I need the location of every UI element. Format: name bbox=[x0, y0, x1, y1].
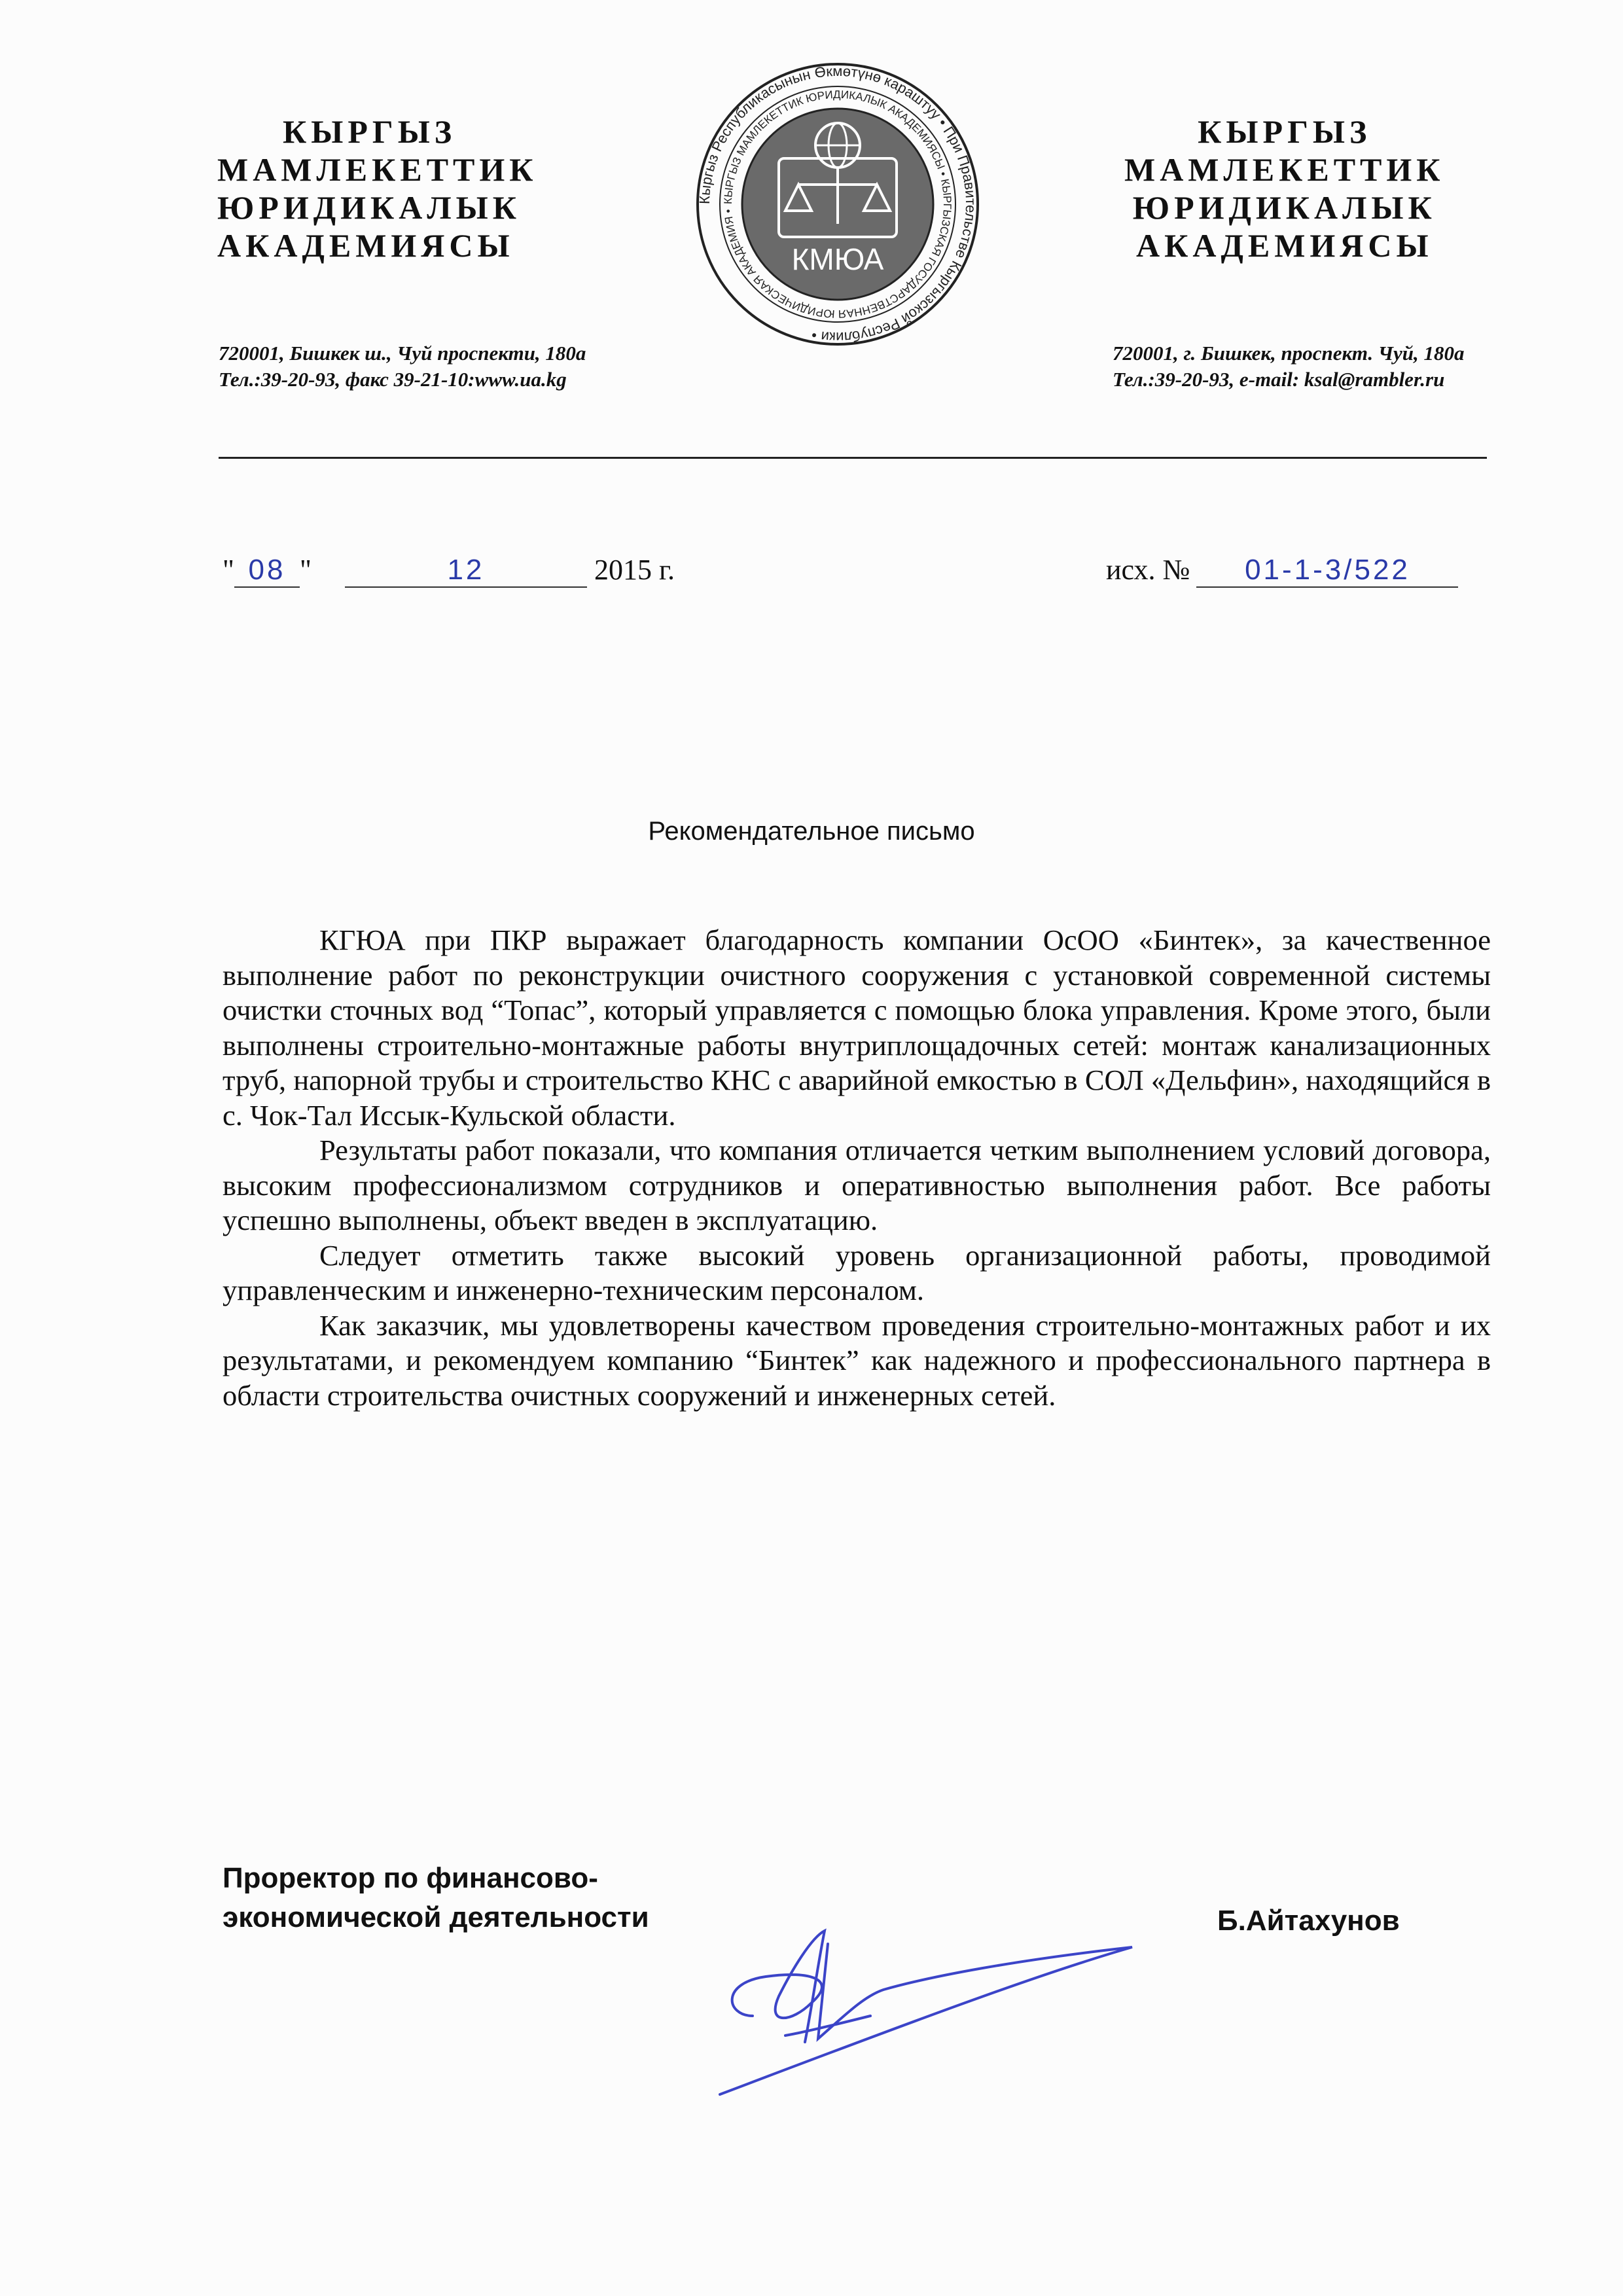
letter-subject: Рекомендательное письмо bbox=[648, 817, 975, 846]
body-paragraph: КГЮА при ПКР выражает благодарность компании ОсОО «Бинтек», за качественное выполнение работ по реконструкции очистного сооружения с установкой современной системы очистки сточных вод “Топас”, который управляется с помощью блока управления. Кроме этого, были выполнены строительно-монтажные работы внутриплощадочных сетей: монтаж канализационных труб, напорной трубы и строительство КНС с аварийной емкостью в СОЛ «Дельфин», находящийся в с. Чок-Тал Иссык-Кульской области. bbox=[223, 924, 1491, 1132]
handwritten-signature bbox=[713, 1918, 1145, 2101]
body-paragraph: Следует отметить также высокий уровень организационной работы, проводимой управленческим и инженерно-техническим персоналом. bbox=[223, 1238, 1491, 1306]
reference-row bbox=[1106, 553, 1458, 588]
date-day: 08 bbox=[234, 554, 300, 588]
header-left-title bbox=[217, 113, 538, 264]
address-right-line: Тел.:39-20-93, e-mail: ksal@rambler.ru bbox=[1113, 368, 1445, 391]
date-month: 12 bbox=[345, 554, 587, 588]
seal-outer-text: Кыргыз Республикасынын Өкмөтүнө караштуу • При Правительстве Кыргызской Республики • bbox=[696, 62, 980, 346]
address-left bbox=[219, 340, 586, 393]
header-right-line: МАМЛЕКЕТТИК bbox=[1124, 151, 1445, 188]
date-year: 2015 г. bbox=[594, 554, 675, 586]
address-left-line: Тел.:39-20-93, факс 39-21-10:www.ua.kg bbox=[219, 368, 567, 391]
seal-abbr: КМЮА bbox=[791, 242, 884, 276]
header-right-line: АКАДЕМИЯСЫ bbox=[1135, 227, 1433, 264]
header-right-line: КЫРГЫЗ bbox=[1198, 113, 1372, 150]
header-left-line: АКАДЕМИЯСЫ bbox=[217, 227, 514, 264]
reference-number: 01-1-3/522 bbox=[1196, 554, 1458, 588]
header-right-line: ЮРИДИКАЛЫК bbox=[1132, 189, 1436, 226]
address-right bbox=[1113, 340, 1465, 393]
body-paragraph: Результаты работ показали, что компания отличается четким выполнением условий договора, высоким профессионализмом сотрудников и оперативностью выполнения работ. Все работы успешно выполнены, объект введен в эксплуатацию. bbox=[223, 1134, 1491, 1236]
address-right-line: 720001, г. Бишкек, проспект. Чуй, 180а bbox=[1113, 342, 1465, 365]
seal-inner-text: КЫРГЫЗ МАМЛЕКЕТТИК ЮРИДИКАЛЫК АКАДЕМИЯСЫ • КЫРГЫЗСКАЯ ГОСУДАРСТВЕННАЯ ЮРИДИЧЕСКАЯ АКАДЕМИЯ • bbox=[721, 88, 954, 321]
signatory-position bbox=[223, 1859, 649, 1937]
header-divider bbox=[219, 457, 1487, 459]
body-paragraph: Как заказчик, мы удовлетворены качеством проведения строительно-монтажных работ и их результатами, и рекомендуем компанию “Бинтек” как надежного и профессионального партнера в области строительства очистных сооружений и инженерных сетей. bbox=[223, 1308, 1491, 1412]
header-left-line: ЮРИДИКАЛЫК bbox=[217, 189, 521, 226]
header-left-line: КЫРГЫЗ bbox=[283, 113, 457, 150]
header-left-line: МАМЛЕКЕТТИК bbox=[217, 151, 538, 188]
date-row: " 08 " 12 2015 г. bbox=[223, 553, 675, 588]
header-right-title bbox=[1124, 113, 1445, 264]
address-left-line: 720001, Бишкек ш., Чуй проспекти, 180а bbox=[219, 342, 586, 365]
academy-seal bbox=[694, 60, 982, 348]
signatory-position-line: экономической деятельности bbox=[223, 1901, 649, 1933]
reference-label: исх. № bbox=[1106, 554, 1190, 586]
signatory-position-line: Проректор по финансово- bbox=[223, 1862, 598, 1894]
signatory-name: Б.Айтахунов bbox=[1217, 1905, 1400, 1937]
letter-body bbox=[223, 923, 1491, 1413]
